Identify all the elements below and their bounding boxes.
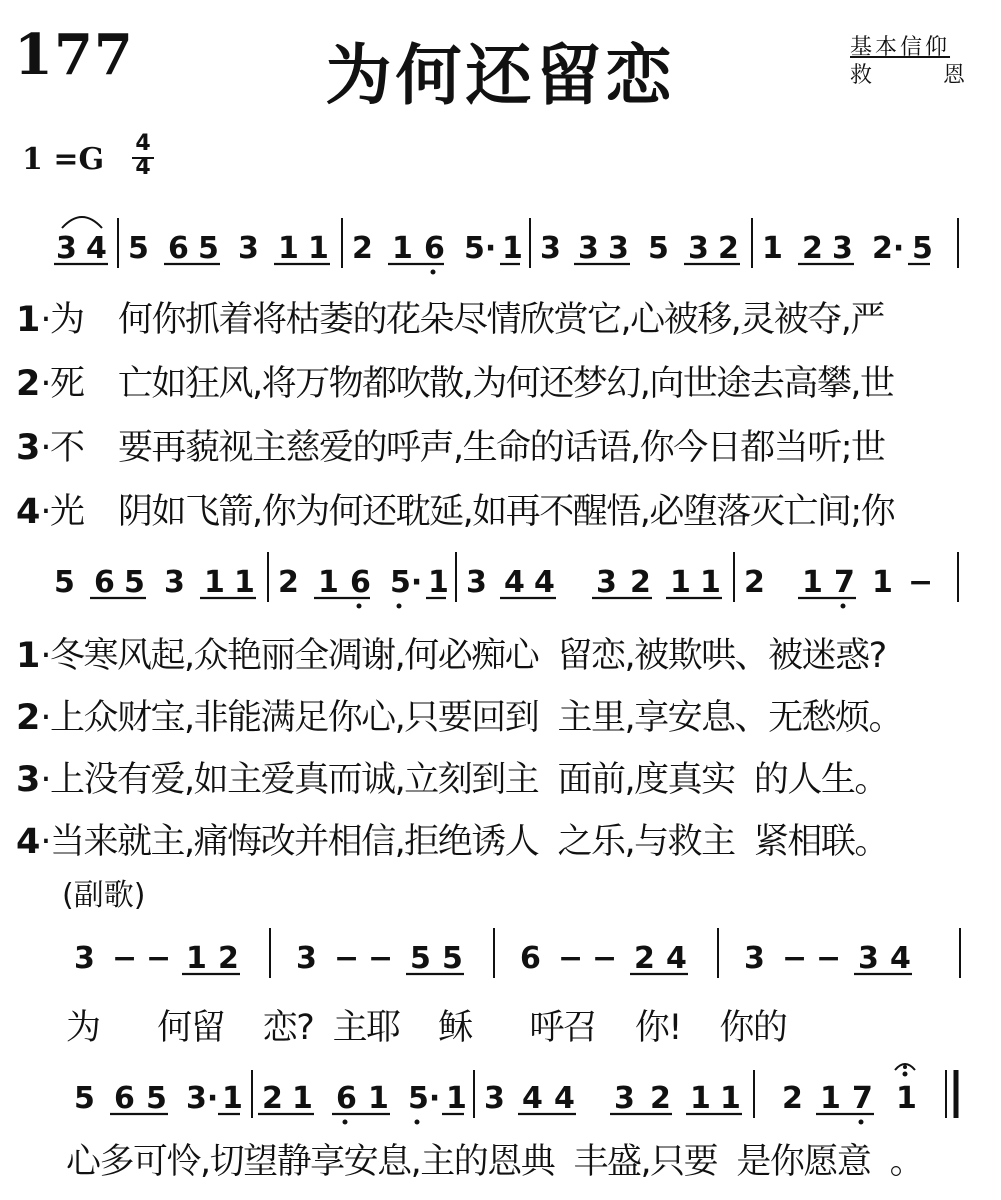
- verse-first-char: 为: [50, 300, 84, 340]
- svg-text:7: 7: [834, 565, 855, 600]
- svg-text:3: 3: [608, 231, 629, 266]
- verse-number: 3: [16, 760, 41, 800]
- svg-text:5·: 5·: [408, 1081, 441, 1116]
- verse-sep: ·: [40, 636, 50, 676]
- verse-3-line-a-rest: 要再藐视主慈爱的呼声,生命的话语,你今日都当听;世: [118, 428, 885, 468]
- dots-1: [431, 270, 436, 275]
- svg-text:3: 3: [164, 565, 185, 600]
- svg-text:1: 1: [502, 231, 523, 266]
- verse-sep: ·: [40, 364, 50, 404]
- svg-text:5: 5: [54, 565, 75, 600]
- notation-line-1: [56, 217, 933, 266]
- svg-text:5: 5: [146, 1081, 167, 1116]
- verse-1-line-a-rest: 何你抓着将枯萎的花朵尽情欣赏它,心被移,灵被夺,严: [118, 300, 884, 340]
- svg-text:5: 5: [912, 231, 933, 266]
- dots-2: [357, 604, 846, 609]
- verse-sep: ·: [40, 822, 50, 862]
- svg-text:4: 4: [86, 231, 107, 266]
- svg-text:5: 5: [128, 231, 149, 266]
- svg-text:1: 1: [802, 565, 823, 600]
- svg-text:6: 6: [336, 1081, 357, 1116]
- svg-text:1: 1: [670, 565, 691, 600]
- svg-text:6: 6: [520, 941, 541, 976]
- svg-text:3: 3: [578, 231, 599, 266]
- svg-text:3: 3: [744, 941, 765, 976]
- svg-text:3: 3: [296, 941, 317, 976]
- time-numerator: 4: [135, 131, 151, 156]
- verse-text: 当来就主,痛悔改并相信,拒绝诱人 之乐,与救主 紧相联。: [50, 822, 888, 862]
- verse-text: 上众财宝,非能满足你心,只要回到 主里,享安息、无愁烦。: [50, 698, 903, 738]
- svg-text:3: 3: [238, 231, 259, 266]
- hymn-title: 为何还留恋: [325, 36, 676, 114]
- svg-text:2: 2: [278, 565, 299, 600]
- verse-2-line-a: [16, 356, 84, 406]
- svg-text:4: 4: [522, 1081, 543, 1116]
- svg-text:3: 3: [858, 941, 879, 976]
- svg-text:6: 6: [168, 231, 189, 266]
- svg-text:−: −: [592, 941, 618, 976]
- svg-text:2: 2: [802, 231, 823, 266]
- svg-text:4: 4: [504, 565, 525, 600]
- svg-text:1: 1: [820, 1081, 841, 1116]
- svg-text:3·: 3·: [186, 1081, 219, 1116]
- verse-number: 4: [16, 822, 41, 862]
- svg-text:−: −: [558, 941, 584, 976]
- notation-line-4: [74, 1081, 917, 1116]
- svg-text:5: 5: [442, 941, 463, 976]
- svg-text:6: 6: [114, 1081, 135, 1116]
- svg-text:2: 2: [782, 1081, 803, 1116]
- svg-text:2: 2: [634, 941, 655, 976]
- svg-text:3: 3: [56, 231, 77, 266]
- svg-text:2·: 2·: [872, 231, 905, 266]
- svg-text:6: 6: [94, 565, 115, 600]
- svg-text:3: 3: [540, 231, 561, 266]
- svg-text:3: 3: [614, 1081, 635, 1116]
- verse-1-line-a: [16, 292, 84, 342]
- svg-text:4: 4: [554, 1081, 575, 1116]
- verse-first-char: 死: [50, 364, 84, 404]
- svg-text:5·: 5·: [464, 231, 497, 266]
- verse-sep: ·: [40, 698, 50, 738]
- verse-3-line-a: [16, 420, 84, 470]
- svg-text:1: 1: [368, 1081, 389, 1116]
- svg-text:3: 3: [466, 565, 487, 600]
- time-denominator: 4: [135, 155, 151, 180]
- verse-number: 1: [16, 300, 41, 340]
- barlines-4: [252, 1070, 956, 1118]
- svg-text:1: 1: [318, 565, 339, 600]
- svg-text:6: 6: [424, 231, 445, 266]
- fermata-dot: [903, 1065, 907, 1069]
- verse-sep: ·: [40, 760, 50, 800]
- svg-text:2: 2: [650, 1081, 671, 1116]
- svg-text:−: −: [112, 941, 138, 976]
- svg-text:5: 5: [124, 565, 145, 600]
- svg-text:−: −: [816, 941, 842, 976]
- verse-number: 2: [16, 698, 41, 738]
- svg-text:3: 3: [832, 231, 853, 266]
- svg-text:4: 4: [666, 941, 687, 976]
- refrain-lyrics-2: 心多可怜,切望静享安息,主的恩典 丰盛,只要 是你愿意 。: [66, 1142, 924, 1182]
- svg-text:7: 7: [852, 1081, 873, 1116]
- verse-number: 2: [16, 364, 41, 404]
- key-signature: 1 =G: [22, 142, 105, 177]
- verse-first-char: 光: [50, 492, 84, 532]
- svg-text:1: 1: [222, 1081, 243, 1116]
- svg-text:1: 1: [186, 941, 207, 976]
- svg-text:1: 1: [428, 565, 449, 600]
- refrain-label: (副歌): [62, 878, 146, 913]
- svg-text:3: 3: [688, 231, 709, 266]
- svg-text:1: 1: [292, 1081, 313, 1116]
- verse-1-line-b: [16, 628, 886, 678]
- svg-text:5: 5: [74, 1081, 95, 1116]
- svg-text:2: 2: [718, 231, 739, 266]
- verse-sep: ·: [40, 300, 50, 340]
- verse-sep: ·: [40, 428, 50, 468]
- svg-text:1: 1: [446, 1081, 467, 1116]
- slur: [62, 217, 102, 228]
- svg-text:−: −: [908, 565, 934, 600]
- svg-text:1: 1: [872, 565, 893, 600]
- svg-text:−: −: [146, 941, 172, 976]
- svg-text:4: 4: [534, 565, 555, 600]
- notation-line-2: [54, 565, 933, 600]
- svg-text:1: 1: [392, 231, 413, 266]
- svg-text:2: 2: [630, 565, 651, 600]
- verse-number: 3: [16, 428, 41, 468]
- svg-text:1: 1: [234, 565, 255, 600]
- svg-text:3: 3: [596, 565, 617, 600]
- svg-text:−: −: [782, 941, 808, 976]
- svg-text:5: 5: [410, 941, 431, 976]
- notation-line-3: [74, 941, 911, 976]
- svg-text:6: 6: [350, 565, 371, 600]
- svg-text:−: −: [334, 941, 360, 976]
- svg-text:1: 1: [720, 1081, 741, 1116]
- svg-text:−: −: [368, 941, 394, 976]
- category: 基本信仰: [850, 35, 951, 60]
- svg-text:2: 2: [218, 941, 239, 976]
- refrain-lyrics-1: 为 何留 恋? 主耶 稣 呼召 你! 你的: [66, 1008, 787, 1048]
- svg-text:5: 5: [198, 231, 219, 266]
- svg-text:4: 4: [890, 941, 911, 976]
- svg-text:1: 1: [690, 1081, 711, 1116]
- svg-text:1: 1: [278, 231, 299, 266]
- svg-text:1: 1: [762, 231, 783, 266]
- svg-text:2: 2: [262, 1081, 283, 1116]
- verse-number: 1: [16, 636, 41, 676]
- verse-2-line-a-rest: 亡如狂风,将万物都吹散,为何还梦幻,向世途去高攀,世: [118, 364, 894, 404]
- verse-4-line-a-rest: 阴如飞箭,你为何还耽延,如再不醒悟,必堕落灭亡间;你: [118, 492, 895, 532]
- verse-text: 上没有爱,如主爱真而诚,立刻到主 面前,度真实 的人生。: [50, 760, 888, 800]
- svg-text:1: 1: [700, 565, 721, 600]
- verse-sep: ·: [40, 492, 50, 532]
- svg-text:5·: 5·: [390, 565, 423, 600]
- svg-text:5: 5: [648, 231, 669, 266]
- verse-3-line-b: [16, 752, 888, 802]
- verse-number: 4: [16, 492, 41, 532]
- subcategory-char: 恩: [942, 63, 965, 88]
- svg-text:2: 2: [744, 565, 765, 600]
- svg-text:1: 1: [204, 565, 225, 600]
- verse-text: 冬寒风起,众艳丽全凋谢,何必痴心 留恋,被欺哄、被迷惑?: [50, 636, 886, 676]
- verse-2-line-b: [16, 690, 902, 740]
- svg-text:3: 3: [484, 1081, 505, 1116]
- verse-first-char: 不: [50, 428, 84, 468]
- subcategory-char: 救: [850, 63, 873, 88]
- svg-text:2: 2: [352, 231, 373, 266]
- verse-4-line-b: [16, 814, 888, 864]
- svg-text:1: 1: [896, 1081, 917, 1116]
- svg-text:3: 3: [74, 941, 95, 976]
- hymn-number: 177: [14, 22, 134, 88]
- verse-4-line-a: [16, 484, 84, 534]
- svg-text:1: 1: [308, 231, 329, 266]
